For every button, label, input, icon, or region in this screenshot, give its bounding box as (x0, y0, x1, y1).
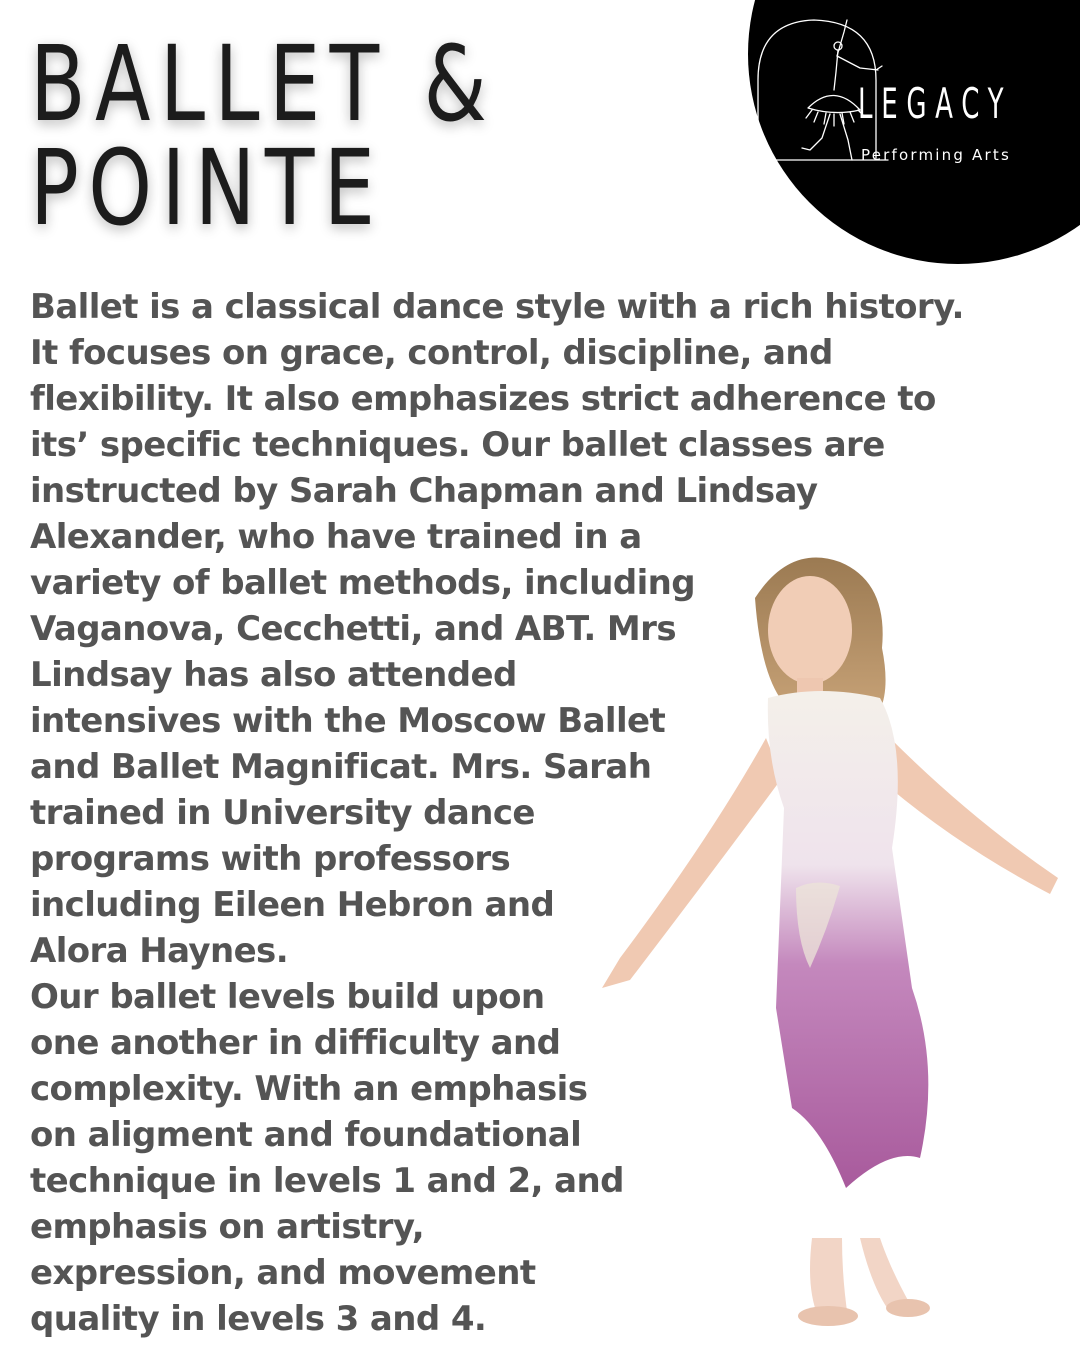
title-line-1: BALLET & (30, 23, 497, 145)
text-line: technique in levels 1 and 2, and (30, 1161, 624, 1201)
logo-tagline: Performing Arts (861, 146, 1011, 164)
dancer-left-foot (798, 1306, 858, 1326)
text-line: flexibility. It also emphasizes strict adherence to (30, 379, 936, 419)
text-line: instructed by Sarah Chapman and Lindsay (30, 471, 818, 511)
dancer-left-arm (602, 738, 782, 988)
text-line: and Ballet Magnificat. Mrs. Sarah (30, 747, 652, 787)
page-title (30, 23, 497, 249)
logo-name: LEGACY (858, 79, 1013, 128)
text-line: on aligment and foundational (30, 1115, 582, 1155)
text-line: its’ specific techniques. Our ballet classes are (30, 425, 885, 465)
dancer-photo (590, 548, 1070, 1338)
text-line: Our ballet levels build upon (30, 977, 545, 1017)
text-line: including Eileen Hebron and (30, 885, 555, 925)
dancer-left-leg (810, 1238, 848, 1318)
text-line: expression, and movement (30, 1253, 536, 1293)
text-line: programs with professors (30, 839, 511, 879)
title-line-2: POINTE (30, 127, 385, 249)
dancer-right-foot (886, 1299, 930, 1317)
dancer-face (768, 576, 852, 684)
text-line: emphasis on artistry, (30, 1207, 425, 1247)
text-line: quality in levels 3 and 4. (30, 1299, 487, 1339)
text-line: intensives with the Moscow Ballet (30, 701, 666, 741)
text-line: Alexander, who have trained in a (30, 517, 642, 557)
text-line: Ballet is a classical dance style with a rich history. (30, 287, 964, 327)
text-line: Alora Haynes. (30, 931, 289, 971)
text-line: trained in University dance (30, 793, 535, 833)
text-line: Lindsay has also attended (30, 655, 517, 695)
text-line: variety of ballet methods, including (30, 563, 696, 603)
text-line: Vaganova, Cecchetti, and ABT. Mrs (30, 609, 676, 649)
text-line: complexity. With an emphasis (30, 1069, 588, 1109)
text-line: It focuses on grace, control, discipline, and (30, 333, 833, 373)
text-line: one another in difficulty and (30, 1023, 561, 1063)
